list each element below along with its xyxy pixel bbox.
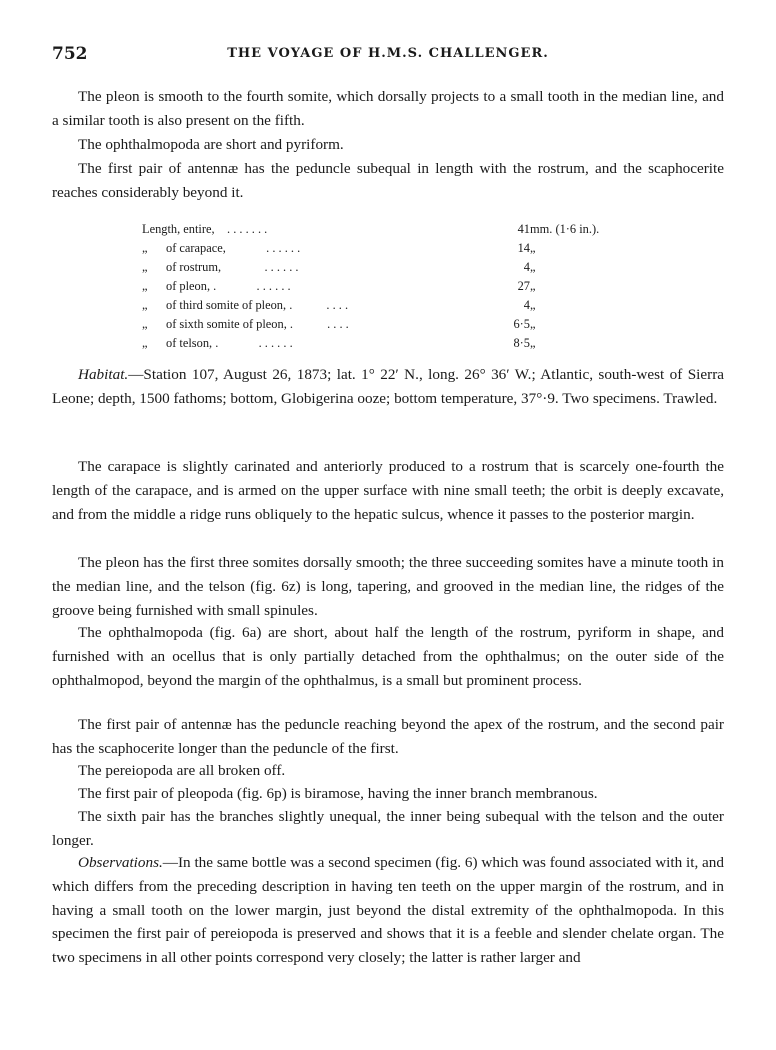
paragraph-pleon-somites: The pleon has the first three somites dorsally smooth; the three succeeding somites have a minute tooth in the median line, and the telson (fig. 6z) is long, tapering, and grooved in the median line, the ridges of the groove being furnished with small spinules. [52, 554, 724, 619]
ditto-mark: „ [142, 260, 148, 274]
paragraph-pereiopoda: The pereiopoda are all broken off. [78, 762, 286, 779]
paragraph-ophthalmopoda-detail: The ophthalmopoda (fig. 6a) are short, about half the length of the rostrum, pyriform in shape, and furnished with an ocellus that is only partially detached from the ophthalmus; on the outer side of the ophthalmopod, beyond the margin of the ophthalmus, is a small but prominent process. [52, 624, 724, 689]
measurement-label: Length, entire, . . . . . . . [142, 222, 268, 236]
habitat-paragraph [52, 363, 724, 411]
running-title: THE VOYAGE OF H.M.S. CHALLENGER. [227, 46, 549, 61]
ditto-mark: „ [142, 279, 148, 293]
observations-label: Observations. [78, 854, 163, 871]
paragraph-sixth-pair: The sixth pair has the branches slightly unequal, the inner being subequal with the telson and the outer longer. [52, 808, 724, 849]
measurement-value: 27 [517, 279, 530, 293]
measurement-label: of sixth somite of pleon, . . . . . [166, 317, 349, 331]
paragraph-antennae-second-pair: The first pair of antennæ has the peduncle reaching beyond the apex of the rostrum, and the second pair has the scaphocerite longer than the peduncle of the first. [52, 716, 724, 757]
measurement-row [142, 334, 599, 353]
measurement-label: of telson, . . . . . . . [166, 336, 293, 350]
measurement-unit: „ [530, 279, 536, 293]
observations-text: —In the same bottle was a second specimen (fig. 6) which was found associated with it, and which differs from the preceding description in having ten teeth on the upper margin of the rostrum, and in having a small tooth on the lower margin, just beyond the distal extremity of the ophthalmopoda. In this specimen the first pair of pereiopoda is preserved and shows that it is a feeble and slender chelate organ. The two specimens in all other points correspond very closely; the latter is rather larger and [52, 854, 724, 967]
ditto-mark: „ [142, 241, 148, 255]
measurement-unit: „ [530, 317, 536, 331]
ditto-mark: „ [142, 298, 148, 312]
measurement-value: 4 [523, 260, 530, 274]
measurement-value: 4 [523, 298, 530, 312]
paragraph-ophthalmopoda-short: The ophthalmopoda are short and pyriform. [78, 136, 344, 153]
measurements-table [142, 220, 599, 353]
measurement-value: 14 [517, 241, 530, 255]
observations-paragraph [52, 851, 724, 970]
measurement-unit: „ [530, 260, 536, 274]
measurement-unit: mm. (1·6 in.). [530, 222, 600, 236]
measurement-label: of pleon, . . . . . . . [166, 279, 291, 293]
page-header [52, 44, 724, 68]
ditto-mark: „ [142, 336, 148, 350]
measurement-unit: „ [530, 241, 536, 255]
measurement-value: 41 [517, 222, 530, 236]
paragraph-antennae-peduncle: The first pair of antennæ has the peduncle subequal in length with the rostrum, and the scaphocerite reaches considerably beyond it. [52, 160, 724, 201]
measurement-row [142, 296, 599, 315]
measurement-label: of rostrum, . . . . . . [166, 260, 299, 274]
measurement-row [142, 315, 599, 334]
measurement-label: of carapace, . . . . . . [166, 241, 301, 255]
habitat-text: —Station 107, August 26, 1873; lat. 1° 22′ N., long. 26° 36′ W.; Atlantic, south-west of Sierra Leone; depth, 1500 fathoms; bottom, Globigerina ooze; bottom temperature, 37°·9. Two specimens. Trawled. [52, 366, 724, 407]
measurement-unit: „ [530, 298, 536, 312]
measurement-row [142, 239, 599, 258]
ditto-mark: „ [142, 317, 148, 331]
measurement-label: of third somite of pleon, . . . . . [166, 298, 349, 312]
measurement-row [142, 258, 599, 277]
paragraph-pleon-teeth: The pleon is smooth to the fourth somite, which dorsally projects to a small tooth in the median line, and a similar tooth is also present on the fifth. [52, 88, 724, 129]
page-number: 752 [52, 44, 88, 64]
measurement-unit: „ [530, 336, 536, 350]
measurement-row [142, 220, 599, 239]
paragraph-pleopoda: The first pair of pleopoda (fig. 6p) is biramose, having the inner branch membranous. [78, 785, 598, 802]
measurement-value: 8·5 [513, 336, 530, 350]
measurement-row [142, 277, 599, 296]
paragraph-carapace: The carapace is slightly carinated and anteriorly produced to a rostrum that is scarcely one-fourth the length of the carapace, and is armed on the upper surface with nine small teeth; the orbit is deeply excavate, and from the middle a ridge runs obliquely to the hepatic sulcus, whence it passes to the posterior margin. [52, 458, 724, 523]
measurement-value: 6·5 [513, 317, 530, 331]
habitat-label: Habitat. [78, 366, 129, 383]
